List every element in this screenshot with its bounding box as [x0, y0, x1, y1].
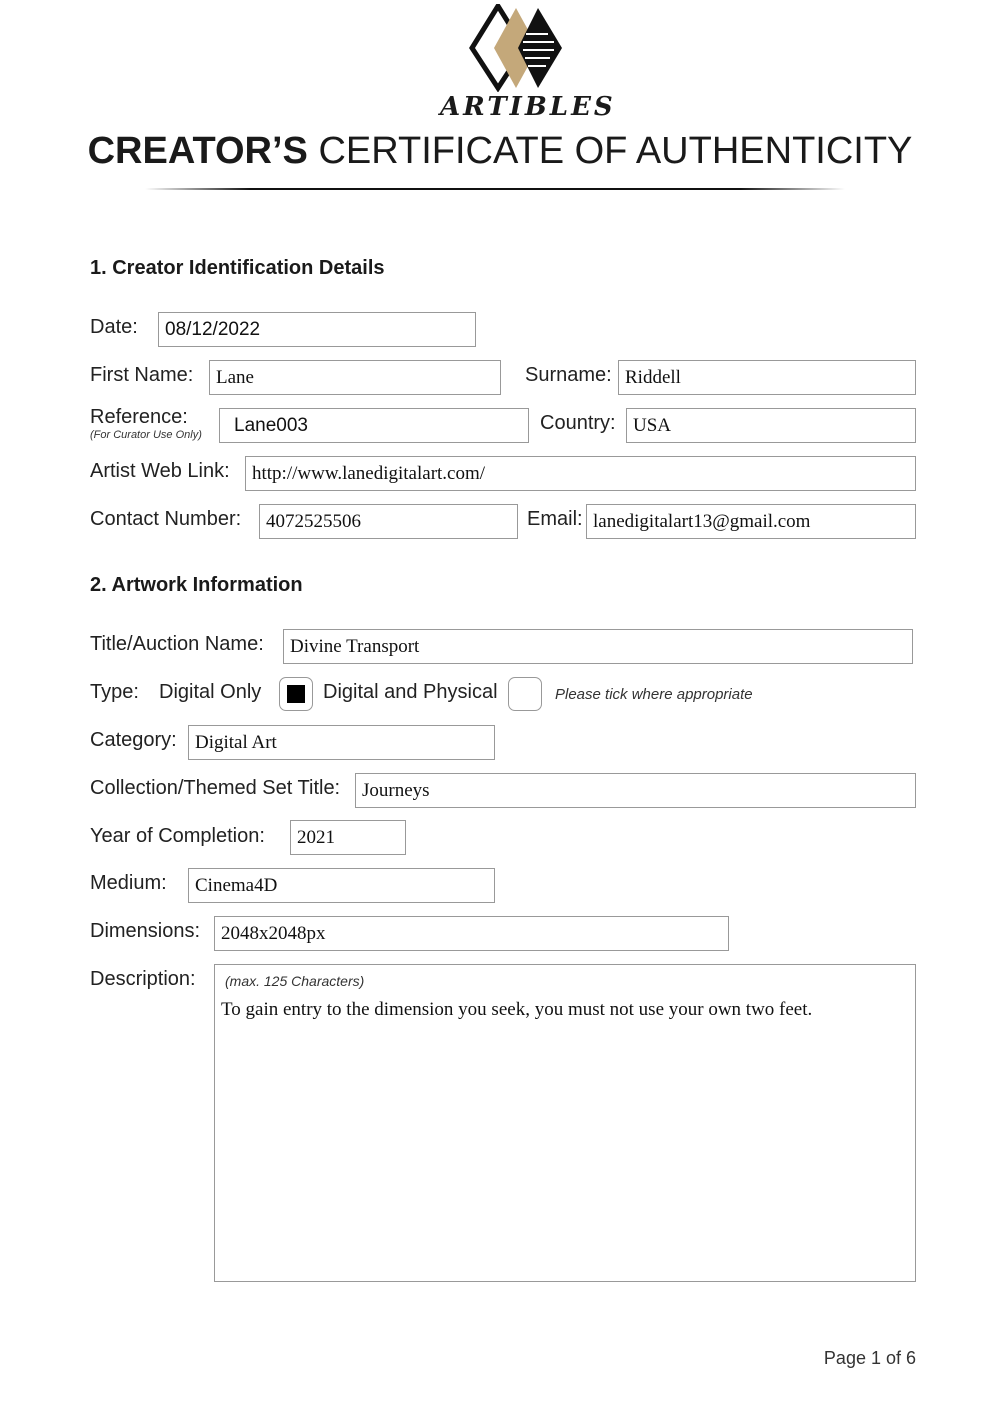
checkbox-mark [287, 685, 305, 703]
email-field[interactable]: lanedigitalart13@gmail.com [586, 504, 916, 539]
web-link-field[interactable]: http://www.lanedigitalart.com/ [245, 456, 916, 491]
reference-label: Reference: [90, 406, 188, 428]
page-number: Page 1 of 6 [823, 1348, 916, 1368]
year-label: Year of Completion: [90, 825, 265, 847]
digital-physical-checkbox[interactable] [508, 677, 542, 711]
country-label: Country: [540, 412, 616, 434]
type-hint: Please tick where appropriate [555, 686, 753, 703]
title-rest: CERTIFICATE OF AUTHENTICITY [318, 130, 913, 172]
title-auction-label: Title/Auction Name: [90, 633, 264, 655]
digital-only-checkbox[interactable] [279, 677, 313, 711]
type-digital-physical-label: Digital and Physical [323, 681, 498, 703]
description-limit-note: (max. 125 Characters) [225, 973, 365, 989]
medium-field[interactable]: Cinema4D [188, 868, 495, 903]
contact-number-field[interactable]: 4072525506 [259, 504, 518, 539]
category-label: Category: [90, 729, 177, 751]
reference-field[interactable]: Lane003 [219, 408, 529, 443]
date-field[interactable]: 08/12/2022 [158, 312, 476, 347]
dimensions-label: Dimensions: [90, 920, 201, 942]
page-title [0, 130, 1000, 173]
email-label: Email: [527, 508, 583, 530]
dimensions-field[interactable]: 2048x2048px [214, 916, 729, 951]
first-name-label: First Name: [90, 364, 194, 386]
collection-field[interactable]: Journeys [355, 773, 916, 808]
title-divider [145, 188, 845, 190]
type-digital-only-label: Digital Only [159, 681, 262, 703]
artibles-logo [468, 4, 568, 92]
description-textarea[interactable] [214, 964, 916, 1282]
surname-label: Surname: [525, 364, 612, 386]
category-field[interactable]: Digital Art [188, 725, 495, 760]
first-name-field[interactable]: Lane [209, 360, 501, 395]
medium-label: Medium: [90, 872, 167, 894]
collection-label: Collection/Themed Set Title: [90, 777, 341, 799]
section-2-heading: 2. Artwork Information [90, 574, 303, 596]
surname-field[interactable]: Riddell [618, 360, 916, 395]
type-label: Type: [90, 681, 139, 703]
year-field[interactable]: 2021 [290, 820, 406, 855]
contact-number-label: Contact Number: [90, 508, 242, 530]
section-1-heading: 1. Creator Identification Details [90, 257, 385, 279]
reference-sublabel: (For Curator Use Only) [90, 429, 202, 441]
brand-wordmark: ARTIBLES [440, 92, 616, 122]
date-label: Date: [90, 316, 138, 338]
web-link-label: Artist Web Link: [90, 460, 230, 482]
country-field[interactable]: USA [626, 408, 916, 443]
title-bold: CREATOR’S [87, 130, 308, 172]
description-label: Description: [90, 968, 196, 990]
description-text: To gain entry to the dimension you seek, you must not use your own two feet. [221, 999, 813, 1020]
title-auction-field[interactable]: Divine Transport [283, 629, 913, 664]
